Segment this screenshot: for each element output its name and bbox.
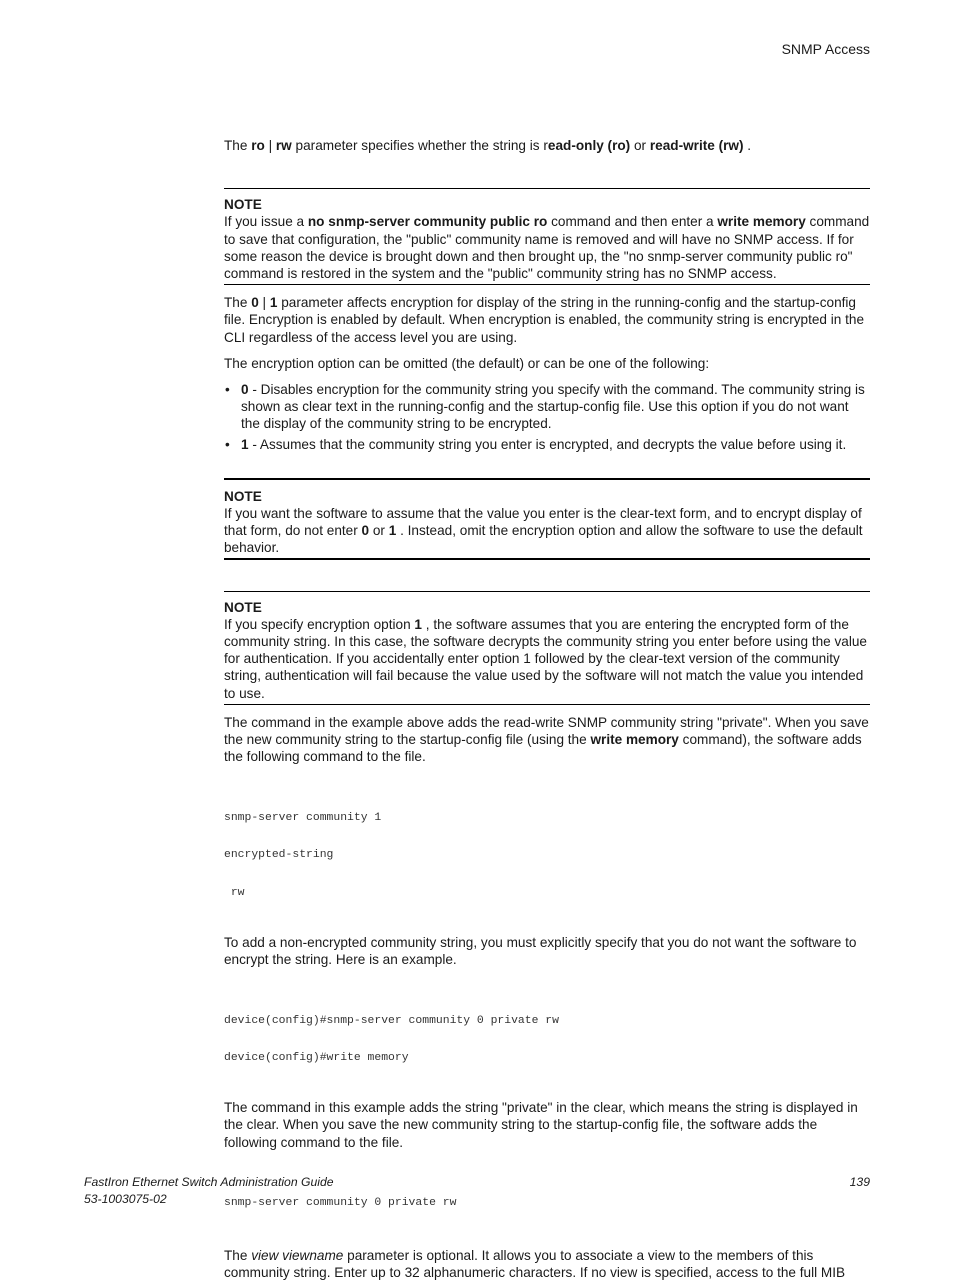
note-box-clear-text <box>224 478 870 560</box>
page-number: 139 <box>849 1175 870 1189</box>
note-title: NOTE <box>224 488 262 504</box>
code-block-example <box>224 989 870 1090</box>
code-block-encrypted <box>224 786 870 925</box>
paragraph-encryption-options: The encryption option can be omitted (the default) or can be one of the following: <box>224 355 710 371</box>
paragraph-ro-rw: The ro | rw parameter specifies whether the string is read-only (ro) or read-write (rw) . <box>224 138 752 153</box>
code-line: device(config)#write memory <box>224 1052 409 1065</box>
note-title: NOTE <box>224 197 262 213</box>
footer-guide-title: FastIron Ethernet Switch Administration Guide <box>84 1175 334 1189</box>
note-box-public-community <box>224 188 870 285</box>
note-text: If you want the software to assume that the value you enter is the clear-text form, and to encrypt display of that form, do not enter 0 or 1 . Instead, omit the encryption option and allow the software to use the default behavior. <box>224 506 863 556</box>
encryption-option-list <box>224 381 870 453</box>
paragraph-encryption-param: The 0 | 1 parameter affects encryption for display of the string in the running-config and the startup-config file. Encryption is enabled by default. When encryption is enabled, the community string is encrypted in the CLI regardless of the access level you are using. <box>224 295 865 345</box>
list-item: • 0 - Disables encryption for the community string you specify with the command. The community string is shown as clear text in the running-config and the startup-config file. Use this option if you do not want the display of the community string to be encrypted. <box>224 381 870 433</box>
code-line: snmp-server community 0 private rw <box>224 1196 457 1209</box>
page-footer <box>84 1174 870 1207</box>
list-item: • 1 - Assumes that the community string you enter is encrypted, and decrypts the value before using it. <box>224 436 870 453</box>
note-box-encrypted-option <box>224 591 870 705</box>
footer-doc-number: 53-1003075-02 <box>84 1191 167 1206</box>
paragraph-view-name: The view viewname parameter is optional. It allows you to associate a view to the members of this community string. Enter up to 32 alphanumeric characters. If no view is specified, access to the full MIB <box>224 1247 846 1280</box>
running-header: SNMP Access <box>781 41 870 57</box>
code-line: snmp-server community 1 <box>224 811 382 824</box>
paragraph-non-encrypted: To add a non-encrypted community string, you must explicitly specify that you do not want the software to encrypt the string. Here is an example. <box>224 935 857 968</box>
paragraph-clear-string: The command in this example adds the string "private" in the clear, which means the string is displayed in the clear. When you save the new community string to the startup-config file, the software adds the following command to the file. <box>224 1100 858 1150</box>
note-text: If you specify encryption option 1 , the software assumes that you are entering the encrypted form of the community string. In this case, the software decrypts the community string you enter before using the value for authentication. If you accidentally enter option 1 followed by the clear-text version of the community string, authentication will fail because the value used by the software will not match the value you intended to use. <box>224 616 867 701</box>
note-text: If you issue a no snmp-server community public ro command and then enter a write memory command to save that configuration, the "public" community name is removed and will have no SNMP access. If for some reason the device is brought down and then brought up, the "no snmp-server community public ro" command is restored in the system and the "public" community string has no SNMP access. <box>224 214 870 282</box>
code-line: rw <box>224 887 245 900</box>
paragraph-read-write-example: The command in the example above adds the read-write SNMP community string "private". When you save the new community string to the startup-config file (using the write memory command), the software adds the following command to the file. <box>224 714 869 765</box>
page-body <box>224 137 870 1281</box>
code-line: encrypted-string <box>224 849 334 862</box>
note-title: NOTE <box>224 599 262 615</box>
code-line: device(config)#snmp-server community 0 private rw <box>224 1014 559 1027</box>
